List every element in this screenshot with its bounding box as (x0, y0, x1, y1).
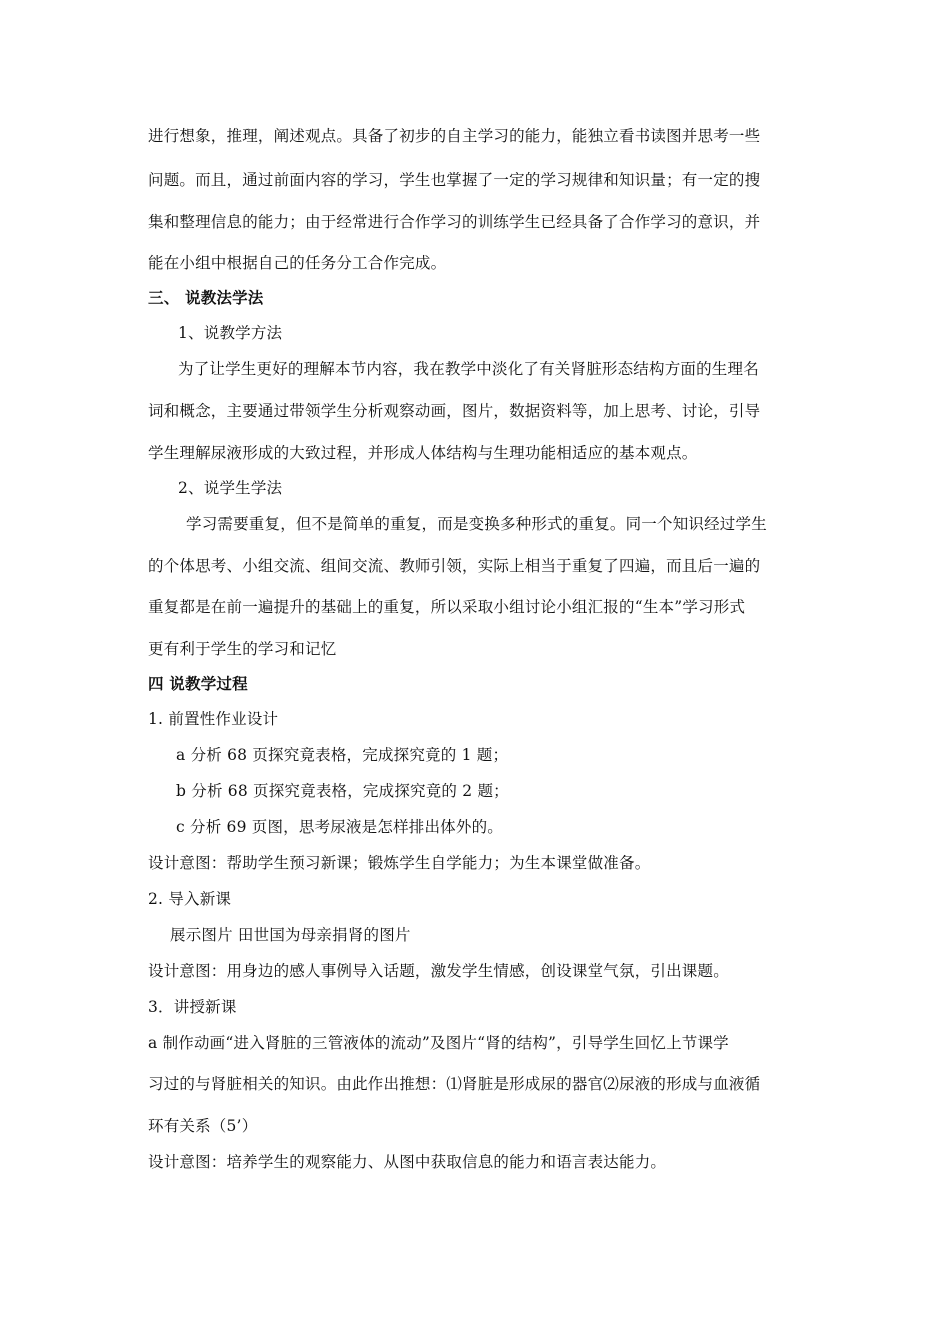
list-item-c: c 分析 69 页图，思考尿液是怎样排出体外的。 (176, 818, 503, 836)
paragraph-line: 问题。而且，通过前面内容的学习，学生也掌握了一定的学习规律和知识量；有一定的搜 (148, 171, 761, 189)
paragraph-line: 学习需要重复，但不是简单的重复，而是变换多种形式的重复。同一个知识经过学生 (186, 515, 767, 533)
paragraph-line: 的个体思考、小组交流、组间交流、教师引领，实际上相当于重复了四遍，而且后一遍的 (148, 557, 761, 575)
list-heading-2: 2. 导入新课 (148, 890, 232, 908)
paragraph-line: 词和概念，主要通过带领学生分析观察动画，图片，数据资料等，加上思考、讨论，引导 (148, 402, 761, 420)
paragraph-line: a 制作动画“进入肾脏的三管液体的流动”及图片“肾的结构”，引导学生回忆上节课学 (148, 1034, 729, 1052)
paragraph-line: 集和整理信息的能力；由于经常进行合作学习的训练学生已经具备了合作学习的意识，并 (148, 213, 761, 231)
paragraph-line: 重复都是在前一遍提升的基础上的重复，所以采取小组讨论小组汇报的“生本”学习形式 (148, 598, 746, 616)
paragraph-line: 展示图片 田世国为母亲捐肾的图片 (170, 926, 411, 944)
paragraph-line: 习过的与肾脏相关的知识。由此作出推想：⑴肾脏是形成尿的器官⑵尿液的形成与血液循 (148, 1075, 761, 1093)
subheading-teaching-method: 1、说教学方法 (178, 324, 283, 342)
section-heading-3: 三、 说教法学法 (148, 288, 264, 307)
list-heading-1: 1. 前置性作业设计 (148, 710, 279, 728)
list-item-a: a 分析 68 页探究竟表格，完成探究竟的 1 题； (176, 746, 509, 764)
paragraph-line: 进行想象，推理，阐述观点。具备了初步的自主学习的能力，能独立看书读图并思考一些 (148, 127, 761, 145)
design-intent-1: 设计意图：帮助学生预习新课；锻炼学生自学能力；为生本课堂做准备。 (148, 854, 651, 872)
paragraph-line: 更有利于学生的学习和记忆 (148, 640, 337, 658)
design-intent-2: 设计意图：用身边的感人事例导入话题，激发学生情感，创设课堂气氛，引出课题。 (148, 962, 729, 980)
paragraph-line: 学生理解尿液形成的大致过程，并形成人体结构与生理功能相适应的基本观点。 (148, 444, 698, 462)
section-heading-4: 四 说教学过程 (148, 674, 248, 693)
paragraph-line: 能在小组中根据自己的任务分工合作完成。 (148, 254, 447, 272)
list-heading-3: 3．讲授新课 (148, 998, 237, 1016)
paragraph-line: 环有关系（5’） (148, 1117, 258, 1135)
subheading-learning-method: 2、说学生学法 (178, 479, 283, 497)
list-item-b: b 分析 68 页探究竟表格，完成探究竟的 2 题； (176, 782, 509, 800)
paragraph-line: 为了让学生更好的理解本节内容，我在教学中淡化了有关肾脏形态结构方面的生理名 (178, 360, 759, 378)
design-intent-3: 设计意图：培养学生的观察能力、从图中获取信息的能力和语言表达能力。 (148, 1153, 667, 1171)
